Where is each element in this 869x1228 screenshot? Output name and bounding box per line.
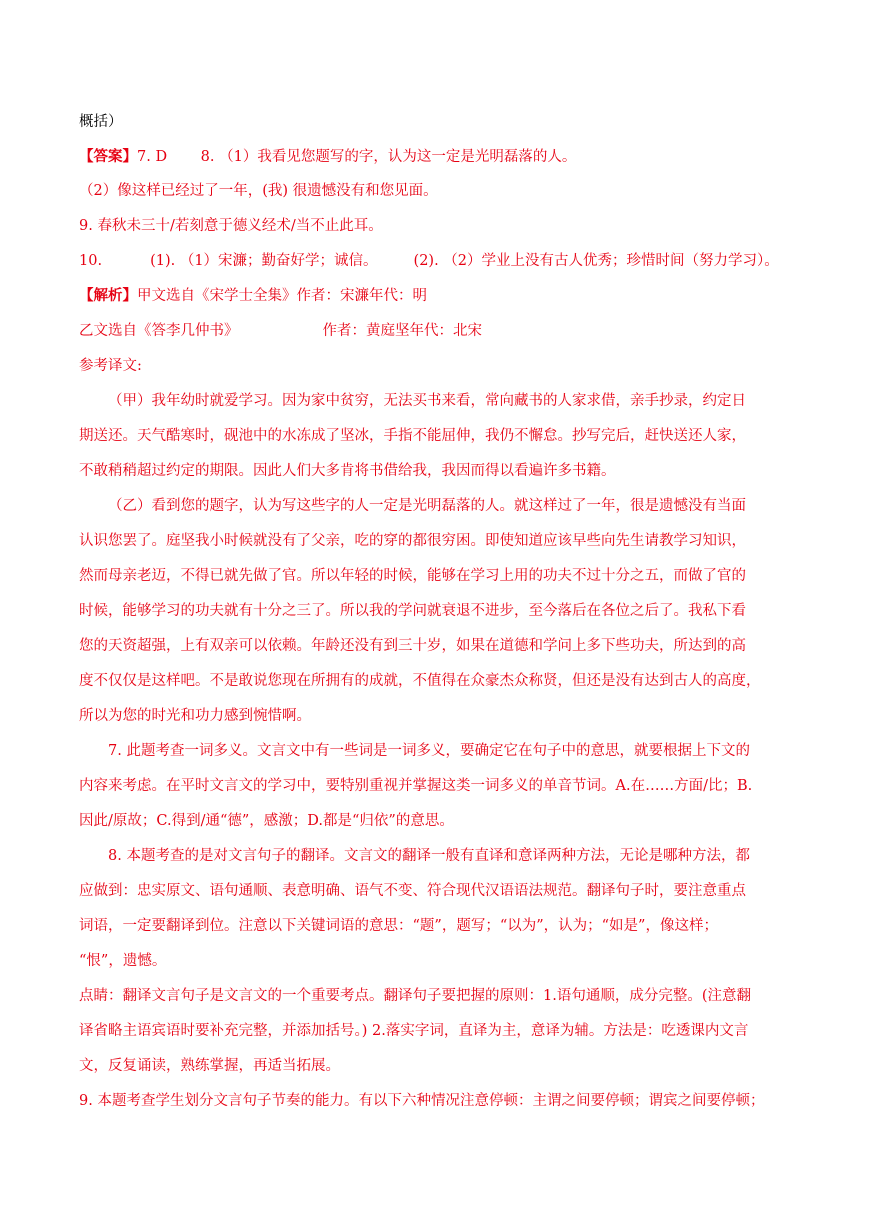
explanation-line [79,881,746,901]
answer-line [79,251,779,271]
translation-line [108,496,746,516]
line-text: 期送还。天气酷寒时，砚池中的水冻成了坚冰，手指不能屈伸，我仍不懈怠。抄写完后，赶快送还人家， [79,428,746,444]
line-text: 译省略主语宾语时要补充完整，并添加括号。) 2.落实字词，直译为主，意译为辅。方法是：吃透课内文言 [79,1023,749,1039]
line-text: 7. 此题考查一词多义。文言文中有一些词是一词多义，要确定它在句子中的意思，就要根据上下文的 [108,743,750,759]
line-text: （乙）看到您的题字，认为写这些字的人一定是光明磊落的人。就这样过了一年，很是遗憾没有当面 [108,498,746,514]
line-text: (1). （1）宋濂；勤奋好学；诚信。 [150,253,378,269]
line-text: 认识您罢了。庭坚我小时候就没有了父亲，吃的穿的都很穷困。即使知道应该早些向先生请教学习知识， [79,533,746,549]
line-text: 作者：黄庭坚年代：北宋 [322,323,482,339]
explanation-line [79,1091,764,1111]
translation-line [79,461,616,481]
translation-line [79,426,746,446]
line-text: 因此/原故；C.得到/通“德”，感激；D.都是“归依”的意思。 [79,813,454,829]
explanation-line [79,951,166,971]
line-text: （2）像这样已经过了一年，(我) 很遗憾没有和您见面。 [79,183,438,199]
line-text: 然而母亲老迈，不得已就先做了官。所以年轻的时候，能够在学习上用的功夫不过十分之五，而做了官的 [79,568,746,584]
line-text: 概括） [79,114,123,130]
translation-line [79,531,746,551]
explanation-line [79,811,454,831]
translation-line [79,636,746,656]
line-text: 词语，一定要翻译到位。注意以下关键词语的意思：“题”，题写；“以为”，认为；“如是”，像这样； [79,918,718,934]
analysis-line [79,286,427,306]
line-text: 时候，能够学习的功夫就有十分之三了。所以我的学问就衰退不进步，至今落后在各位之后了。我私下看 [79,603,746,619]
line-text: 10. [79,253,103,269]
translation-line [108,391,746,411]
line-text: 内容来考虑。在平时文言文的学习中，要特别重视并掌握这类一词多义的单音节词。A.在……方面/比；B. [79,778,753,794]
translation-line [79,566,746,586]
explanation-line [79,916,718,936]
answer-line [79,147,576,167]
explanation-line [108,741,750,761]
line-text: (2). （2）学业上没有古人优秀；珍惜时间（努力学习）。 [413,253,779,269]
translation-line [79,671,761,691]
tip-line [79,1056,340,1076]
analysis-line [79,356,142,376]
line-text: 应做到：忠实原文、语句通顺、表意明确、语气不变、符合现代汉语语法规范。翻译句子时，要注意重点 [79,883,746,899]
translation-line [79,601,746,621]
tip-line [79,986,751,1006]
analysis-line [79,321,482,341]
answer-line [79,216,383,236]
line-text: 文，反复诵读，熟练掌握，再适当拓展。 [79,1058,340,1074]
line-text: “恨”，遗憾。 [79,953,167,969]
line-text: 点睛：翻译文言句子是文言文的一个重要考点。翻译句子要把握的原则：1.语句通顺，成分完整。(注意翻 [79,988,751,1004]
line-text: 参考译文: [79,358,142,374]
analysis-text: 甲文选自《宋学士全集》作者：宋濂年代：明 [137,288,427,304]
analysis-tag: 【解析】 [79,287,137,304]
line-text: 不敢稍稍超过约定的期限。因此人们大多肯将书借给我，我因而得以看遍许多书籍。 [79,463,616,479]
line-text: 9. 本题考查学生划分文言句子节奏的能力。有以下六种情况注意停顿：主谓之间要停顿；谓宾之间要停顿； [79,1093,765,1109]
answer-text: 7. D 8. （1）我看见您题写的字，认为这一定是光明磊落的人。 [137,149,577,165]
answer-tag: 【答案】 [79,148,137,165]
answer-line [79,181,438,201]
explanation-line [108,846,750,866]
translation-line [79,706,311,726]
line-text: （甲）我年幼时就爱学习。因为家中贫穷，无法买书来看，常向藏书的人家求借，亲手抄录，约定日 [108,393,746,409]
line-text: 您的天资超强，上有双亲可以依赖。年龄还没有到三十岁，如果在道德和学问上多下些功夫，所达到的高 [79,638,746,654]
line-text: 乙文选自《答李几仲书》 [79,323,239,339]
line-text: 度不仅仅是这样吧。不是敢说您现在所拥有的成就，不值得在众豪杰众称贤，但还是没有达到古人的高度， [79,673,761,689]
tip-line [79,1021,748,1041]
line-text: 8. 本题考查的是对文言句子的翻译。文言文的翻译一般有直译和意译两种方法，无论是哪种方法，都 [108,848,750,864]
text-line [79,112,123,132]
explanation-line [79,776,752,796]
line-text: 9. 春秋未三十/若刻意于德义经术/当不止此耳。 [79,218,383,234]
line-text: 所以为您的时光和功力感到惋惜啊。 [79,708,311,724]
